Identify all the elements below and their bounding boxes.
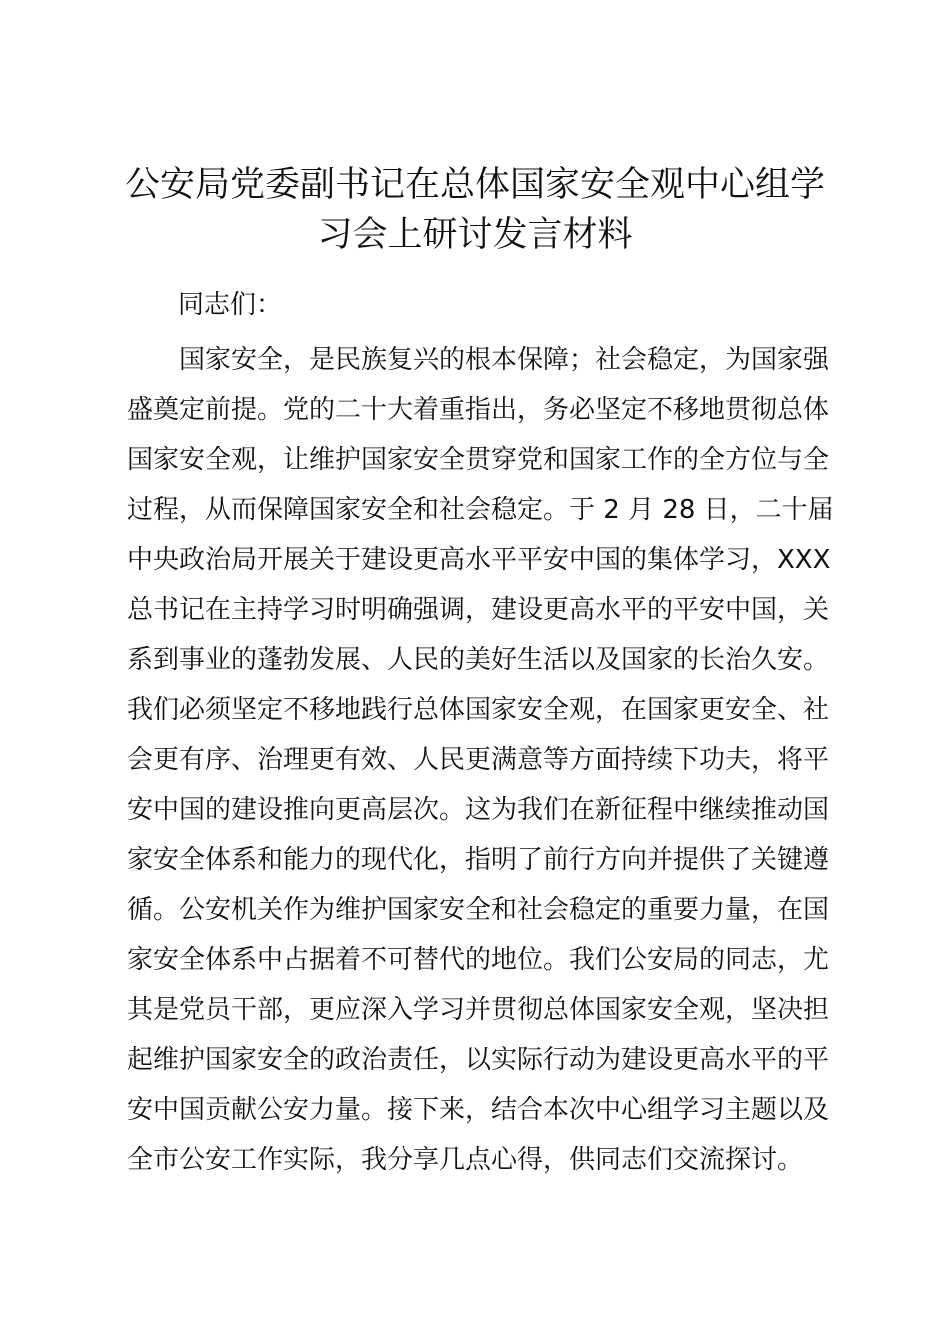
text-line: 其是党员干部，更应深入学习并贯彻总体国家安全观，坚决担 <box>127 995 830 1025</box>
text-line: 起维护国家安全的政治责任，以实际行动为建设更高水平的平 <box>127 1045 830 1075</box>
text-line: 盛奠定前提。党的二十大着重指出，务必坚定不移地贯彻总体 <box>127 395 830 425</box>
text-line: 国家安全观，让维护国家安全贯穿党和国家工作的全方位与全 <box>127 445 830 475</box>
text-line: 中央政治局开展关于建设更高水平平安中国的集体学习，XXX <box>127 545 831 575</box>
text-line: 国家安全，是民族复兴的根本保障；社会稳定，为国家强 <box>179 345 830 375</box>
text-line: 安中国贡献公安力量。接下来，结合本次中心组学习主题以及 <box>127 1095 830 1125</box>
text-line: 安中国的建设推向更高层次。这为我们在新征程中继续推动国 <box>127 795 830 825</box>
text-line: 全市公安工作实际，我分享几点心得，供同志们交流探讨。 <box>127 1145 804 1175</box>
text-line: 我们必须坚定不移地践行总体国家安全观，在国家更安全、社 <box>127 695 830 725</box>
text-line: 过程，从而保障国家安全和社会稳定。于 2 月 28 日，二十届 <box>127 495 834 525</box>
body-paragraph <box>127 335 837 1185</box>
document-title <box>120 160 830 260</box>
text-line: 家安全体系和能力的现代化，指明了前行方向并提供了关键遵 <box>127 845 830 875</box>
title-line: 习会上研讨发言材料 <box>317 215 633 255</box>
text-line: 会更有序、治理更有效、人民更满意等方面持续下功夫，将平 <box>127 745 830 775</box>
text-line: 总书记在主持学习时明确强调，建设更高水平的平安中国，关 <box>127 595 830 625</box>
salutation: 同志们： <box>178 290 283 320</box>
text-line: 循。公安机关作为维护国家安全和社会稳定的重要力量，在国 <box>127 895 830 925</box>
title-line: 公安局党委副书记在总体国家安全观中心组学 <box>124 165 825 205</box>
text-line: 家安全体系中占据着不可替代的地位。我们公安局的同志，尤 <box>127 945 830 975</box>
text-line: 系到事业的蓬勃发展、人民的美好生活以及国家的长治久安。 <box>127 645 830 675</box>
